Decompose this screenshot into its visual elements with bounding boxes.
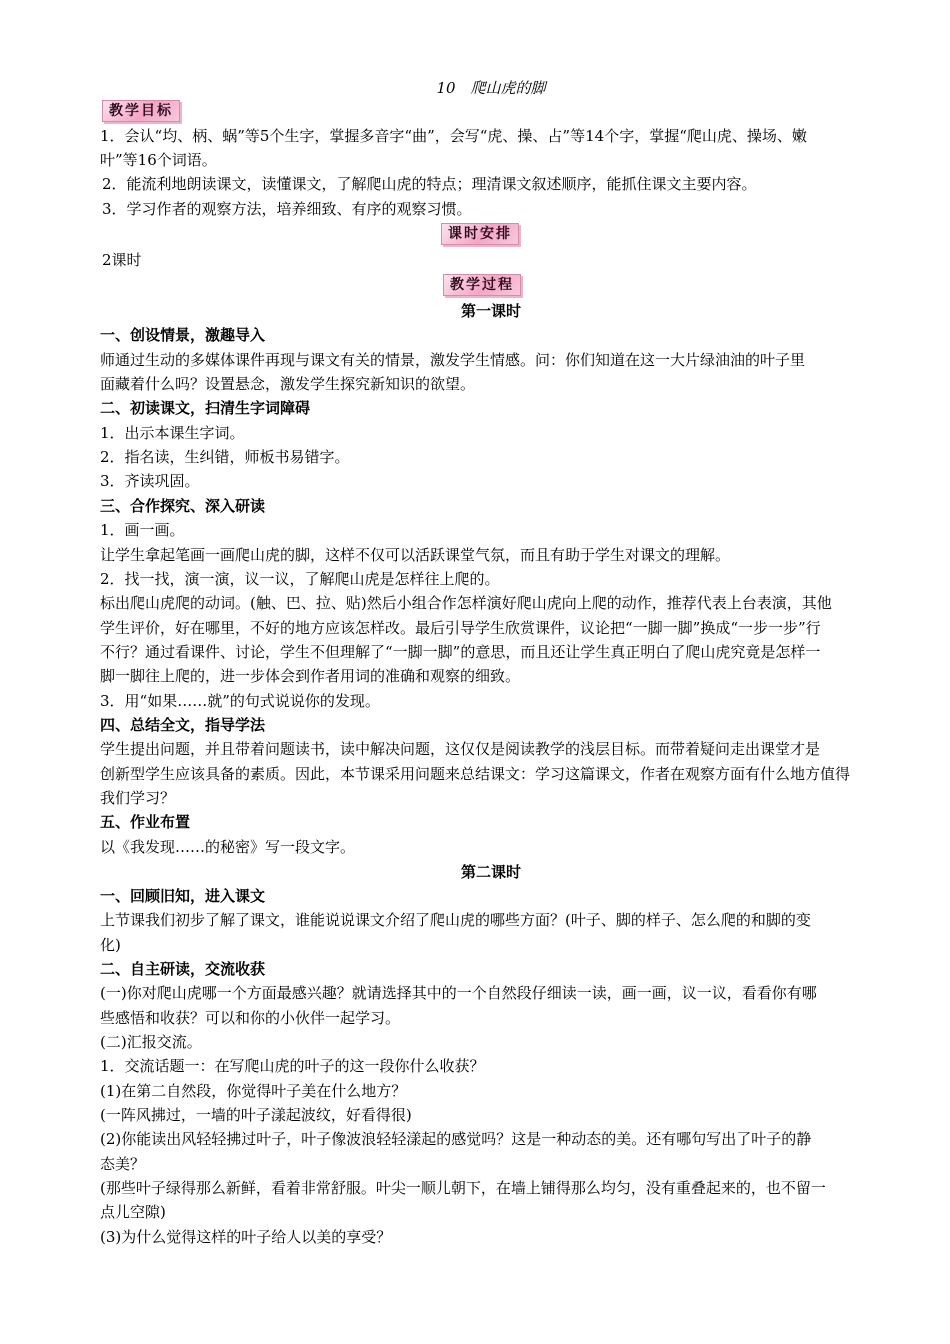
lesson1-text-line: 以《我发现……的秘密》写一段文字。 [100, 837, 356, 856]
lesson1-text-line: 我们学习？ [100, 789, 176, 807]
schedule-badge-wrap [441, 223, 519, 247]
lesson1-text-line: 创新型学生应该具备的素质。因此，本节课采用问题来总结课文：学习这篇课文，作者在观察方面有什么地方值得 [100, 764, 851, 783]
lesson1-section-heading: 五、作业布置 [100, 813, 191, 832]
goal-line: 2．能流利地朗读课文，读懂课文，了解爬山虎的特点；理清课文叙述顺序，能抓住课文主要内容。 [102, 175, 757, 193]
process-badge: 教学过程 [443, 274, 521, 296]
lesson2-text-line: (那些叶子绿得那么新鲜，看着非常舒服。叶尖一顺儿朝下，在墙上铺得那么均匀，没有重叠起来的，也不留一 [100, 1179, 826, 1198]
lesson1-section-heading: 四、总结全文，指导学法 [100, 715, 266, 734]
lesson-title: 10 爬山虎的脚 [436, 79, 546, 97]
lesson2-section-heading: 二、自主研读，交流收获 [100, 959, 266, 978]
lesson1-text-line: 3．齐读巩固。 [100, 472, 200, 491]
lesson1-text-line: 标出爬山虎爬的动词。(触、巴、拉、贴)然后小组合作怎样演好爬山虎向上爬的动作，推荐代表上台表演，其他 [100, 594, 832, 613]
goal-line: 3．学习作者的观察方法，培养细致、有序的观察习惯。 [102, 200, 472, 218]
lesson2-text-line: 些感悟和收获？可以和你的小伙伴一起学习。 [100, 1008, 401, 1027]
lesson2-text-line: 点儿空隙) [100, 1203, 166, 1222]
lesson1-text-line: 2．找一找，演一演，议一议，了解爬山虎是怎样往上爬的。 [100, 569, 500, 588]
lesson1-text-line: 学生评价，好在哪里，不好的地方应该怎样改。最后引导学生欣赏课件，议论把“一脚一脚”换成“一步一步”行 [100, 618, 821, 637]
lesson2-text-line: (3)为什么觉得这样的叶子给人以美的享受？ [100, 1227, 392, 1246]
lesson1-text-line: 1．出示本课生字词。 [100, 423, 245, 442]
lesson2-section-heading: 一、回顾旧知，进入课文 [100, 886, 266, 905]
lesson1-text-line: 1．画一画。 [100, 521, 185, 540]
process-badge-wrap [443, 274, 521, 298]
lesson2-text-line: 化) [100, 935, 121, 954]
lesson2-text-line: (二)汇报交流。 [100, 1033, 202, 1051]
goals-badge: 教学目标 [102, 100, 180, 122]
lesson1-text-line: 面藏着什么吗？设置悬念，激发学生探究新知识的欲望。 [100, 375, 476, 394]
lesson2-text-line: (2)你能读出风轻轻拂过叶子，叶子像波浪轻轻漾起的感觉吗？这是一种动态的美。还有哪句写出了叶子的静 [100, 1130, 812, 1149]
schedule-badge: 课时安排 [441, 223, 519, 245]
lesson2-text-line: (一)你对爬山虎哪一个方面最感兴趣？就请选择其中的一个自然段仔细读一读，画一画，议一议，看看你有哪 [100, 984, 817, 1003]
lesson1-text-line: 3．用“如果……就”的句式说说你的发现。 [100, 691, 380, 710]
lesson2-text-line: (一阵风拂过，一墙的叶子漾起波纹，好看得很) [100, 1106, 412, 1125]
lesson1-text-line: 师通过生动的多媒体课件再现与课文有关的情景，激发学生情感。问：你们知道在这一大片绿油油的叶子里 [100, 350, 806, 369]
lesson1-text-line: 不行？通过看课件、讨论，学生不但理解了“一脚一脚”的意思，而且还让学生真正明白了爬山虎究竟是怎样一 [100, 642, 821, 661]
lesson2-text-line: (1)在第二自然段，你觉得叶子美在什么地方？ [100, 1081, 407, 1100]
lesson2-heading: 第二课时 [460, 862, 521, 881]
lesson1-text-line: 学生提出问题，并且带着问题读书，读中解决问题，这仅仅是阅读教学的浅层目标。而带着疑问走出课堂才是 [100, 740, 821, 759]
schedule-text: 2课时 [102, 251, 142, 269]
lesson2-text-line: 1．交流话题一：在写爬山虎的叶子的这一段你什么收获？ [100, 1057, 485, 1076]
lesson1-text-line: 脚一脚往上爬的，进一步体会到作者用词的准确和观察的细致。 [100, 667, 521, 686]
lesson1-text-line: 让学生拿起笔画一画爬山虎的脚，这样不仅可以活跃课堂气氛，而且有助于学生对课文的理解。 [100, 545, 731, 564]
lesson1-heading: 第一课时 [460, 302, 521, 320]
lesson2-text-line: 上节课我们初步了解了课文，谁能说说课文介绍了爬山虎的哪些方面？(叶子、脚的样子、怎么爬的和脚的变 [100, 911, 811, 930]
lesson1-section-heading: 二、初读课文，扫清生字词障碍 [100, 399, 311, 418]
goal-line: 叶”等16个词语。 [100, 151, 217, 169]
lesson1-section-heading: 三、合作探究、深入研读 [100, 496, 266, 515]
lesson1-section-heading: 一、创设情景，激趣导入 [100, 326, 266, 345]
lesson1-text-line: 2．指名读，生纠错，师板书易错字。 [100, 448, 350, 467]
goal-line: 1．会认“均、柄、蜗”等5个生字，掌握多音字“曲”，会写“虎、操、占”等14个字，掌握“爬山虎、操场、嫩 [100, 127, 807, 145]
goals-badge-wrap [102, 100, 180, 124]
lesson2-text-line: 态美？ [100, 1154, 146, 1173]
